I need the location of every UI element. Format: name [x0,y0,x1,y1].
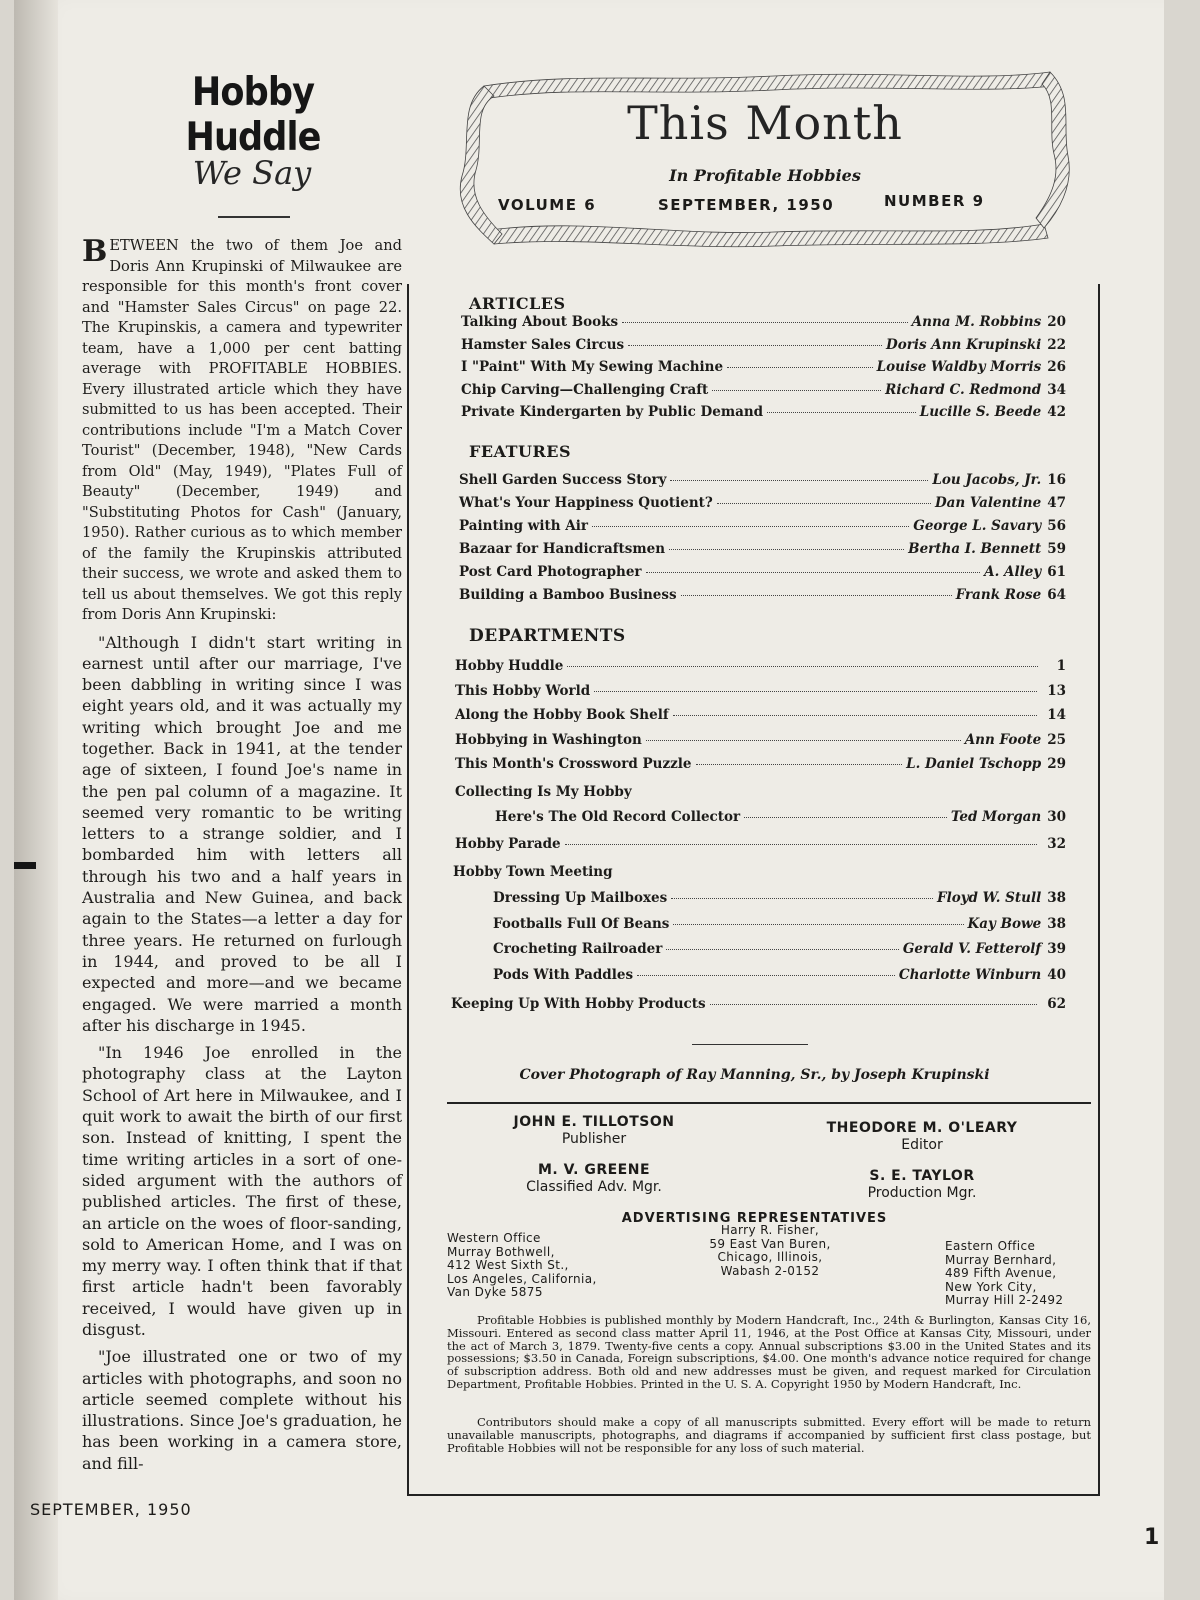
toc-entry [455,707,1066,729]
toc-leader [727,367,873,368]
toc-entry [455,732,1066,754]
address-line: Murray Bothwell, [447,1244,555,1259]
toc-leader [565,844,1038,845]
toc-title: Chip Carving—Challenging Craft [461,381,709,398]
toc-leader [744,817,947,818]
banner-title: This Month [627,96,903,150]
toc-page: 56 [1047,518,1066,534]
publication-notice: Profitable Hobbies is published monthly by Modern Handcraft, Inc., 24th & Burlington, Kansas City 16, Missouri. Entered as second class matter April 11, 1946, at the Post Office at Kansas City, Missouri, under the act of March 3, 1879. Twenty-five cents a copy. Annual subscriptions $3.00 in the United States and its possessions; $3.50 in Canada, Foreign subscriptions, $4.00. One month's advance notice required for change of subscription address. Both old and new addresses must be given, and request marked for Circulation Department, Profitable Hobbies. Printed in the U. S. A. Copyright 1950 by Modern Handcraft, Inc. [447,1313,1091,1391]
toc-title: Along the Hobby Book Shelf [455,707,669,723]
address-line: Murray Hill 2-2492 [945,1293,1064,1307]
paragraph-2: "Although I didn't start writing in earnest until after our marriage, I've been dabbling in writing since I was eight years old, and it was actually my writing which brought Joe and me together. Back in 1941, at the tender age of sixteen, I found Joe's name in the pen pal column of a magazine. It seemed very romantic to be writing letters to a strange soldier, and I bombarded him with letters all through his two and a half years in Australia and New Guinea, and back again to the States—a letter a day for three years. He returned on furlough in 1944, and proved to be all I expected and more—and we became engaged. We were married a month after his discharge in 1945. [82,632,402,1035]
toc-title: What's Your Happiness Quotient? [459,495,713,511]
toc-title: Private Kindergarten by Public Demand [461,404,764,420]
toc-page: 34 [1047,381,1066,398]
toc-entry [461,359,1066,381]
toc-leader [673,924,963,925]
address-line: Wabash 2-0152 [720,1263,820,1278]
paragraph-1 [82,236,402,626]
articles-heading: ARTICLES [469,294,566,313]
publisher-role: Publisher [561,1131,627,1147]
ribbon-frame-icon [454,66,1076,252]
toc-leader [646,740,961,741]
toc-leader [670,480,928,481]
toc-title: Building a Bamboo Business [459,587,677,603]
toc-leader [681,595,952,596]
toc-page: 20 [1047,314,1066,330]
toc-title: This Hobby World [455,682,591,699]
address-line: Eastern Office [945,1239,1036,1253]
central-office [695,1224,845,1278]
column-title: Hobby Huddle [185,70,321,160]
footer-date: SEPTEMBER, 1950 [30,1500,192,1519]
western-office [447,1232,597,1300]
volume-label: VOLUME 6 [498,196,597,214]
toc-author: Charlotte Winburn [898,966,1042,983]
classified-block [509,1162,679,1196]
toc-author: L. Daniel Tschopp [906,756,1042,772]
toc-leader [696,764,903,765]
toc-entry [455,836,1066,858]
issue-date: SEPTEMBER, 1950 [658,196,835,214]
toc-title: This Month's Crossword Puzzle [455,756,692,772]
toc-page: 40 [1047,966,1066,983]
toc-entry [451,996,1066,1018]
address-line: Harry R. Fisher, [720,1223,820,1237]
toc-page: 38 [1047,890,1066,906]
toc-title: Shell Garden Success Story [459,472,667,488]
toc-title: Hobbying in Washington [455,731,642,748]
toc-leader [710,1004,1038,1005]
toc-entry [461,382,1066,404]
toc-leader [594,691,1037,692]
toc-entry [461,314,1066,336]
toc-entry [459,564,1066,586]
toc-subsection-heading: Hobby Town Meeting [453,864,613,880]
toc-author: Gerald V. Fetterolf [902,941,1042,957]
toc-leader [767,412,916,413]
toc-title: Keeping Up With Hobby Products [451,996,706,1012]
toc-leader [637,975,895,976]
toc-title: Hamster Sales Circus [461,336,625,353]
editor-block [817,1120,1027,1154]
eastern-office [945,1240,1063,1308]
toc-leader [622,322,908,323]
drop-cap: B [82,234,108,269]
address-line: Western Office [447,1231,541,1245]
publisher-block [509,1114,679,1148]
toc-author: Lou Jacobs, Jr. [932,472,1042,488]
editor-role: Editor [901,1137,943,1153]
toc-page: 29 [1047,756,1066,772]
toc-leader [669,549,904,550]
divider-long [447,1102,1091,1104]
hobby-huddle-column [82,70,402,1474]
toc-author: Frank Rose [955,587,1042,603]
toc-title: Talking About Books [461,314,619,330]
toc-author: Floyd W. Stull [936,890,1042,906]
title-rule [218,216,290,218]
toc-page: 30 [1047,809,1066,825]
toc-page: 13 [1047,682,1066,699]
toc-title: Pods With Paddles [493,966,634,983]
toc-page: 38 [1047,915,1066,932]
cover-credit: Cover Photograph of Ray Manning, Sr., by Joseph Krupinski [519,1067,990,1083]
toc-leader [646,572,981,573]
paragraph-3: "In 1946 Joe enrolled in the photography class at the Layton School of Art here in Milwaukee, and I quit work to await the birth of our first son. Instead of knitting, I spent the time writing articles in a sort of one-sided argument with the authors of published articles. The first of these, an article on the woes of floor-sanding, sold to American Home, and I was on my merry way. I often think that if that first article hadn't been favorably received, I would have given up in disgust. [82,1043,402,1339]
margin-mark [14,862,36,869]
departments-heading: DEPARTMENTS [469,626,626,646]
issue-number: NUMBER 9 [884,192,985,210]
toc-entry [461,404,1066,426]
toc-entry [455,658,1066,680]
magazine-page [14,0,1164,1600]
toc-title: Hobby Parade [455,836,561,852]
toc-title: I "Paint" With My Sewing Machine [461,359,724,375]
toc-title: Bazaar for Handicraftsmen [459,541,666,557]
toc-leader [592,526,909,527]
table-of-contents [407,284,1100,1496]
toc-subsection-heading: Collecting Is My Hobby [455,784,632,800]
publisher-name: JOHN E. TILLOTSON [513,1114,675,1130]
toc-entry [459,541,1066,563]
production-name: S. E. TAYLOR [869,1168,975,1184]
address-line: 412 West Sixth St., [447,1258,569,1272]
contributors-notice: Contributors should make a copy of all manuscripts submitted. Every effort will be made to return unavailable manuscripts, photographs, and diagrams if accompanied by sufficient first class postage, but Profitable Hobbies will not be responsible for any loss of such material. [447,1415,1091,1455]
page-spine-shadow [14,0,58,1600]
toc-leader [628,345,882,346]
production-block [847,1168,997,1202]
toc-entry [455,683,1066,705]
toc-entry [493,941,1066,963]
page-number: 1 [1144,1525,1160,1550]
toc-title: Here's The Old Record Collector [495,809,741,825]
toc-entry [493,890,1066,912]
toc-entry [459,495,1066,517]
toc-author: Ann Foote [964,731,1042,748]
classified-name: M. V. GREENE [537,1162,651,1178]
toc-page: 42 [1047,404,1066,420]
features-heading: FEATURES [469,442,571,461]
toc-page: 59 [1047,541,1066,557]
toc-leader [673,715,1038,716]
toc-entry [493,967,1066,989]
editor-name: THEODORE M. O'LEARY [826,1120,1018,1136]
toc-page: 39 [1047,941,1066,957]
toc-author: Doris Ann Krupinski [886,336,1042,353]
toc-page: 1 [1056,658,1066,674]
address-line: Chicago, Illinois, [717,1250,823,1264]
address-line: Los Angeles, California, [447,1271,597,1286]
toc-title: Painting with Air [459,518,589,534]
toc-author: Lucille S. Beede [919,404,1042,420]
toc-leader [671,898,933,899]
toc-entry [459,587,1066,609]
toc-leader [717,503,931,504]
toc-entry [493,916,1066,938]
address-line: New York City, [945,1279,1037,1294]
production-role: Production Mgr. [867,1185,977,1201]
toc-title: Hobby Huddle [455,658,564,674]
toc-page: 61 [1047,564,1066,580]
toc-page: 22 [1047,336,1066,353]
toc-author: A. Alley [984,564,1042,580]
toc-entry [455,756,1066,778]
toc-leader [666,949,899,950]
toc-author: Anna M. Robbins [911,314,1042,330]
address-line: Murray Bernhard, [945,1252,1057,1267]
address-line: 489 Fifth Avenue, [945,1266,1057,1280]
address-line: 59 East Van Buren, [709,1236,831,1251]
this-month-banner [454,66,1076,252]
toc-page: 25 [1047,731,1066,748]
advertising-heading: ADVERTISING REPRESENTATIVES [621,1211,888,1226]
divider-short [692,1044,808,1045]
toc-author: Richard C. Redmond [885,381,1042,398]
toc-leader [712,390,881,391]
banner-subtitle: In Profitable Hobbies [669,166,861,185]
toc-title: Crocheting Railroader [493,941,663,957]
toc-author: Dan Valentine [934,495,1042,511]
toc-title: Footballs Full Of Beans [493,915,670,932]
toc-page: 32 [1047,836,1066,852]
toc-entry [495,809,1066,831]
address-line: Van Dyke 5875 [447,1285,543,1299]
toc-page: 62 [1047,996,1066,1012]
toc-page: 16 [1047,472,1066,488]
toc-title: Dressing Up Mailboxes [493,890,668,906]
toc-author: Kay Bowe [967,915,1042,932]
toc-author: George L. Savary [913,518,1042,534]
toc-page: 14 [1047,707,1066,723]
toc-author: Ted Morgan [950,809,1042,825]
toc-page: 64 [1047,587,1066,603]
toc-author: Louise Waldby Morris [876,359,1042,375]
paragraph-4: "Joe illustrated one or two of my articles with photographs, and soon no article seemed complete without his illustrations. Since Joe's graduation, he has been working in a camera store, and fill- [82,1347,402,1473]
toc-page: 47 [1047,495,1066,511]
paragraph-1-text: ETWEEN the two of them Joe and Doris Ann Krupinski of Milwaukee are responsible for this month's front cover and "Hamster Sales Circus" on page 22. The Krupinskis, a camera and typewriter team, have a 1,000 per cent batting average with PROFITABLE HOBBIES. Every illustrated article which they have submitted to us has been accepted. Their contributions include "I'm a Match Cover Tourist" (December, 1948), "New Cards from Old" (May, 1949), "Plates Full of Beauty" (December, 1949) and "Substituting Photos for Cash" (January, 1950). Rather curious as to which member of the family the Krupinskis attributed their success, we wrote and asked them to tell us about themselves. We got this reply from Doris Ann Krupinski: [82,237,402,623]
toc-title: Post Card Photographer [459,564,642,580]
toc-entry [459,518,1066,540]
toc-author: Bertha I. Bennett [908,541,1042,557]
toc-entry [461,337,1066,359]
toc-leader [567,666,1038,667]
column-subtitle: We Say [192,154,312,192]
toc-page: 26 [1047,359,1066,375]
classified-role: Classified Adv. Mgr. [526,1179,662,1195]
toc-entry [459,472,1066,494]
